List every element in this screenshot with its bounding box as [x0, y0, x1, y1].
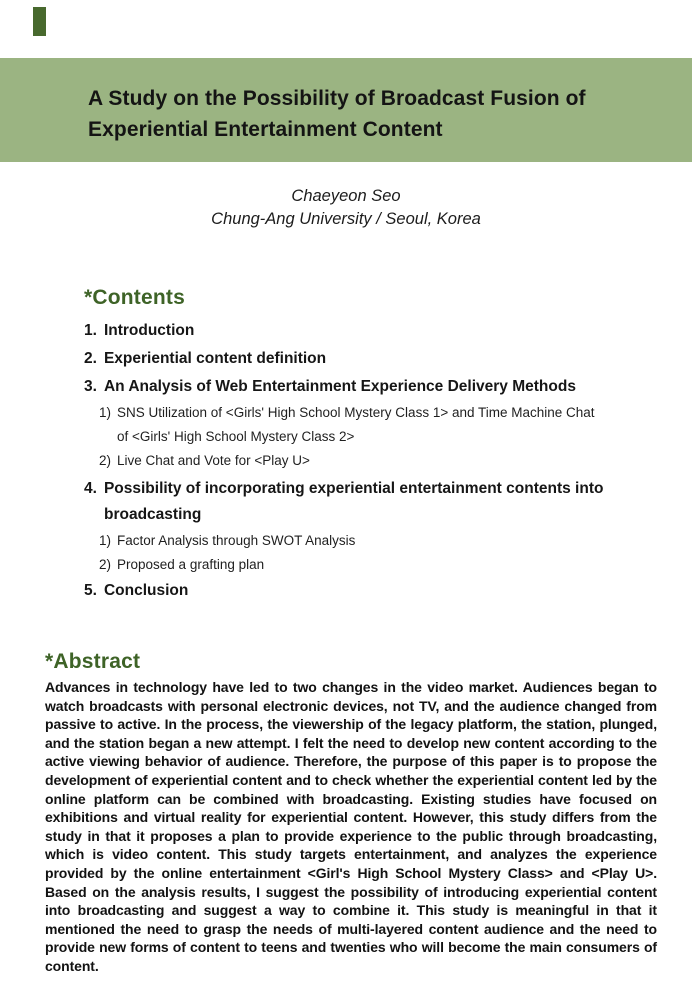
toc-item-number: 2.	[84, 350, 97, 367]
toc-item-label: Introduction	[103, 322, 195, 339]
toc-subitem-number: 2)	[99, 557, 112, 572]
toc-item	[84, 378, 576, 396]
paper-title-line2: Experiential Entertainment Content	[88, 118, 443, 141]
abstract-heading: *Abstract	[45, 650, 141, 673]
author-affiliation: Chung-Ang University / Seoul, Korea	[211, 210, 481, 228]
toc-item-label: An Analysis of Web Entertainment Experience Delivery Methods	[103, 378, 576, 395]
toc-item	[84, 322, 194, 340]
toc-item-label: Possibility of incorporating experiential entertainment contents into	[103, 480, 604, 497]
title-band	[0, 58, 692, 162]
toc-item-label: Conclusion	[103, 582, 189, 599]
toc-item-number: 4.	[84, 480, 97, 497]
toc-subitem	[99, 453, 310, 468]
toc-item-number: 1.	[84, 322, 97, 339]
paper-title-line1: A Study on the Possibility of Broadcast Fusion of	[88, 87, 586, 110]
toc-item-label: Experiential content definition	[103, 350, 327, 367]
toc-item	[84, 582, 188, 600]
toc-subitem-number: 1)	[99, 405, 112, 420]
toc-subitem-label: Proposed a grafting plan	[117, 557, 265, 572]
toc-subitem	[99, 533, 355, 548]
toc-item	[84, 350, 326, 368]
author-block	[0, 185, 692, 231]
corner-accent-mark	[33, 7, 46, 36]
contents-heading: *Contents	[84, 286, 185, 309]
toc-subitem-label: SNS Utilization of <Girls' High School Mystery Class 1> and Time Machine Chat	[117, 405, 595, 420]
paper-title	[88, 83, 692, 145]
toc-item-number: 5.	[84, 582, 97, 599]
author-name: Chaeyeon Seo	[291, 187, 401, 205]
toc-item-continuation	[104, 506, 201, 524]
toc-subitem-label: of <Girls' High School Mystery Class 2>	[117, 429, 355, 444]
toc-item-number: 3.	[84, 378, 97, 395]
abstract-text: Advances in technology have led to two changes in the video market. Audiences began to watch broadcasts with personal electronic devices, not TV, and the audience changed from passive to active. In the process, the viewership of the legacy platform, the station, plunged, and the station began a new attempt. I felt the need to develop new content according to the active viewing behavior of audience. Therefore, the purpose of this paper is to propose the development of experiential content and to check whether the experiential content led by the online platform can be combined with broadcasting. Existing studies have focused on exhibitions and virtual reality for experiential content. However, this study differs from the study in that it proposes a plan to provide experience to the public through broadcasting, which is video content. This study targets entertainment, and analyzes the experience provided by the online entertainment <Girl's High School Mystery Class> and <Play U>. Based on the analysis results, I suggest the possibility of introducing experiential content into broadcasting and suggest a way to combine it. This study is meaningful in that it mentioned the need to grasp the needs of multi-layered content audience and the need to provide new forms of content to teens and twenties who will become the main consumers of content.	[45, 679, 657, 974]
toc-subitem-number: 1)	[99, 533, 112, 548]
toc-subitem-continuation	[117, 429, 354, 444]
toc-item-label: broadcasting	[104, 506, 202, 523]
toc-subitem	[99, 405, 595, 420]
toc-subitem-label: Live Chat and Vote for <Play U>	[117, 453, 310, 468]
toc-subitem	[99, 557, 264, 572]
toc-item	[84, 480, 603, 498]
toc-subitem-label: Factor Analysis through SWOT Analysis	[117, 533, 356, 548]
toc-subitem-number: 2)	[99, 453, 112, 468]
